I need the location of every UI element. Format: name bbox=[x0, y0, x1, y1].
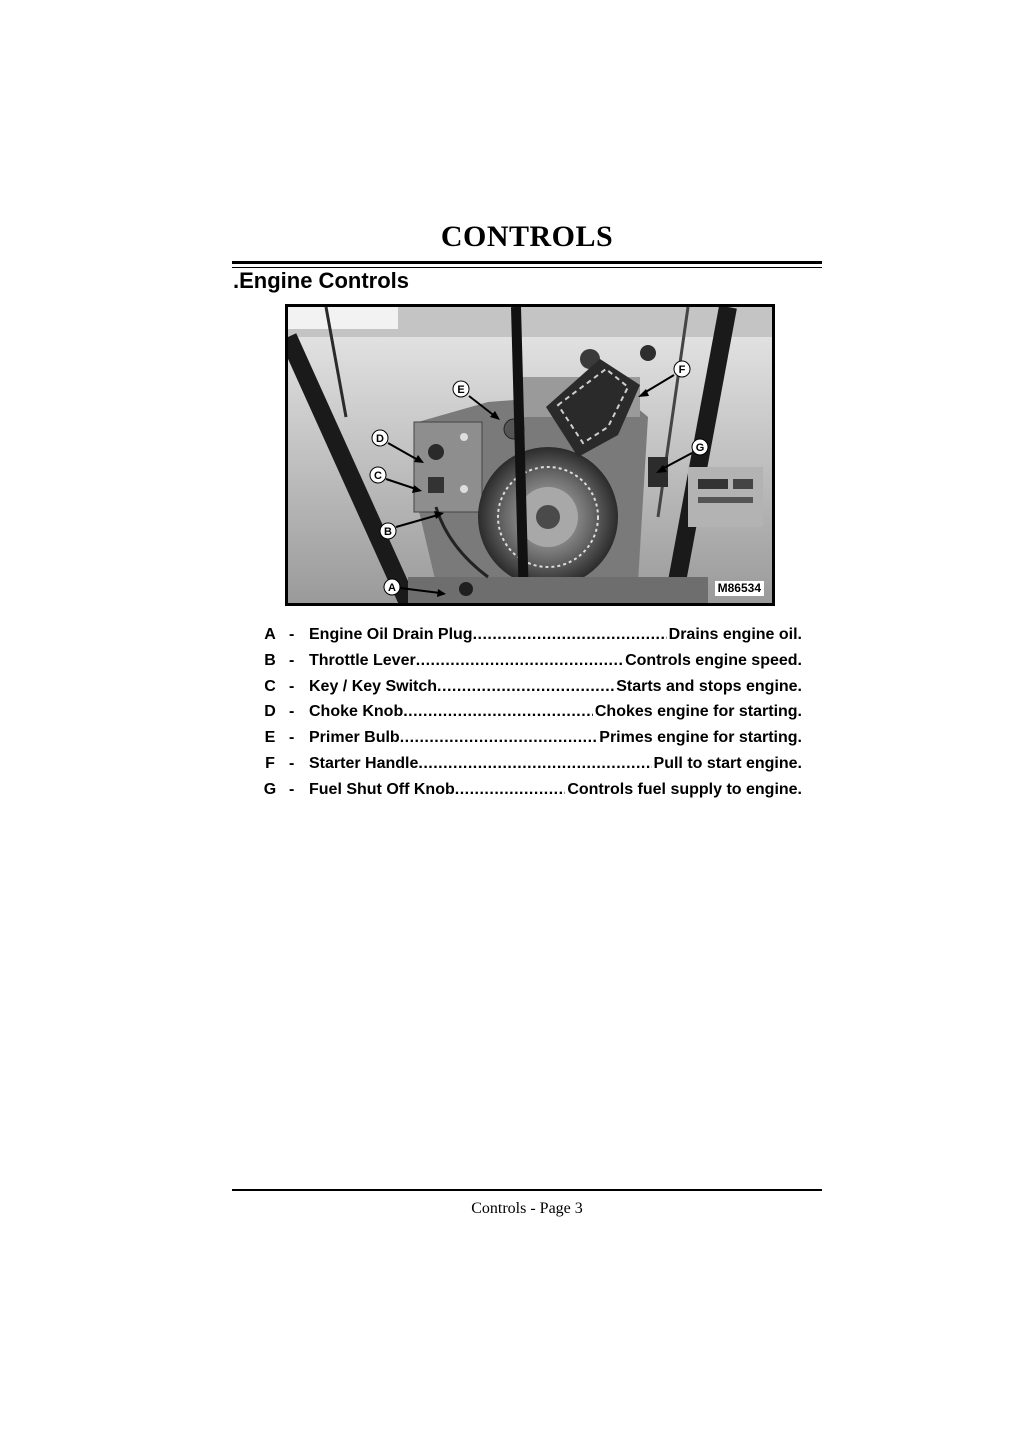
page-footer: Controls - Page 3 bbox=[471, 1200, 583, 1217]
legend-letter: F bbox=[265, 754, 275, 772]
legend-description: Pull to start engine. bbox=[653, 754, 802, 772]
legend-row-e bbox=[256, 725, 802, 751]
legend-description: Drains engine oil. bbox=[668, 626, 802, 643]
svg-text:A: A bbox=[388, 582, 396, 594]
leader-dots bbox=[473, 622, 667, 648]
legend-row-g bbox=[256, 777, 802, 803]
svg-text:C: C bbox=[374, 470, 382, 482]
legend-row-b bbox=[256, 648, 802, 674]
legend-description: Controls engine speed. bbox=[625, 651, 802, 669]
footer-rule bbox=[232, 1189, 822, 1191]
legend-name: Starter Handle bbox=[309, 754, 419, 772]
svg-text:G: G bbox=[695, 442, 705, 454]
legend-row-d bbox=[256, 699, 802, 725]
legend-name: Key / Key Switch bbox=[309, 677, 438, 695]
page-title: CONTROLS bbox=[440, 220, 614, 253]
leader-dots bbox=[400, 725, 598, 751]
legend-letter: E bbox=[264, 729, 276, 747]
legend-dash: - bbox=[289, 626, 295, 643]
legend-row-f bbox=[256, 751, 802, 777]
legend-name: Choke Knob bbox=[309, 703, 404, 721]
leader-dots bbox=[403, 699, 593, 725]
legend-name: Primer Bulb bbox=[309, 729, 400, 747]
legend-dash: - bbox=[289, 651, 295, 669]
legend-description: Controls fuel supply to engine. bbox=[567, 780, 802, 798]
legend-dash: - bbox=[289, 677, 295, 695]
svg-text:D: D bbox=[376, 433, 384, 445]
engine-photo bbox=[285, 304, 775, 606]
legend-description: Starts and stops engine. bbox=[616, 677, 802, 695]
legend-name: Throttle Lever bbox=[309, 651, 416, 669]
legend-description: Primes engine for starting. bbox=[599, 729, 802, 747]
legend-letter: D bbox=[264, 703, 276, 721]
leader-dots bbox=[416, 648, 623, 674]
legend-letter: G bbox=[263, 780, 277, 798]
section-title: .Engine Controls bbox=[233, 268, 409, 293]
legend-dash: - bbox=[289, 754, 295, 772]
figure-label: M86534 bbox=[715, 581, 764, 596]
leader-dots bbox=[437, 674, 614, 700]
title-rule-thick bbox=[232, 261, 822, 264]
svg-text:E: E bbox=[457, 384, 465, 396]
legend-name: Fuel Shut Off Knob bbox=[309, 780, 455, 798]
controls-legend bbox=[256, 622, 802, 803]
engine-photo-illustration bbox=[288, 307, 772, 603]
legend-row-a bbox=[256, 622, 802, 648]
legend-letter: C bbox=[264, 677, 276, 695]
svg-text:F: F bbox=[678, 364, 686, 376]
legend-letter: A bbox=[264, 626, 276, 643]
svg-text:B: B bbox=[384, 526, 392, 538]
legend-name: Engine Oil Drain Plug bbox=[309, 626, 473, 643]
legend-dash: - bbox=[289, 703, 295, 721]
legend-dash: - bbox=[289, 780, 295, 798]
leader-dots bbox=[455, 777, 566, 803]
legend-letter: B bbox=[264, 651, 276, 669]
leader-dots bbox=[418, 751, 651, 777]
legend-row-c bbox=[256, 674, 802, 700]
legend-dash: - bbox=[289, 729, 295, 747]
legend-description: Chokes engine for starting. bbox=[594, 703, 802, 721]
